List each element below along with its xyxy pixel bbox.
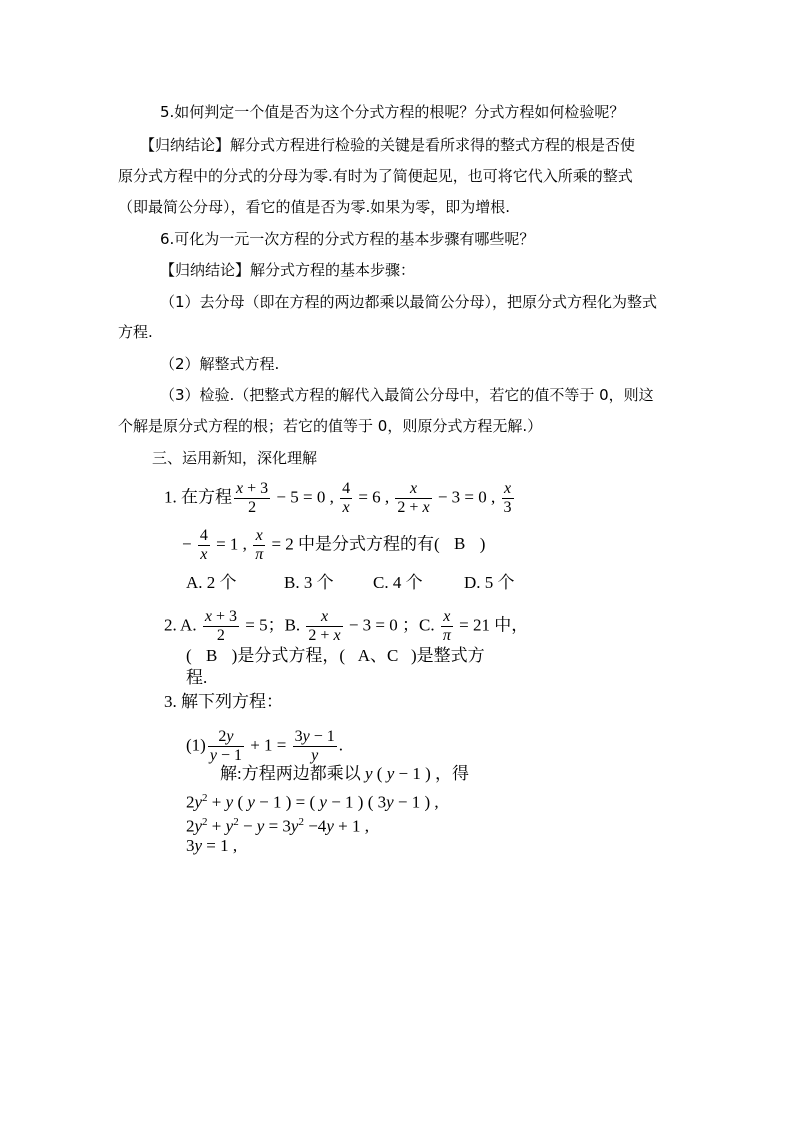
fraction: $\frac{4}{x}$ <box>342 480 351 516</box>
solution-step-2: $2y^2 + y^2 - y = 3y^2 -4y + 1$ , <box>186 816 369 836</box>
exercise-3-equation: (1) $\frac{2y}{y - 1}$ + 1 = $\frac{3y - 1}{y}$ . <box>186 728 344 764</box>
option-b: B. 3 个 <box>284 573 334 592</box>
fraction: $\frac{2y}{y - 1}$ <box>209 728 242 764</box>
fraction: $\frac{x}{2 + x}$ <box>308 608 341 644</box>
fraction: $\frac{3y - 1}{y}$ <box>294 728 335 764</box>
part-3-heading: 三、运用新知，深化理解 <box>152 449 318 467</box>
question-6: 6.可化为一元一次方程的分式方程的基本步骤有哪些呢？ <box>160 230 535 248</box>
conclusion-1-line-3: （即最简公分母），看它的值是否为零.如果为零，即为增根. <box>118 198 511 216</box>
label-c: ；C. <box>402 615 435 635</box>
fraction: $\frac{x}{2 + x}$ <box>397 480 430 516</box>
exercise-1-line-1: 1. 在方程 $\frac{x + 3}{2}$ − 5 = 0 , $\frac{4}{x}$ = 6 , $\frac{x}{2 + x}$ − 3 = 0 , $\frac{x}{3}$ <box>164 480 512 516</box>
conclusion-2: 【归纳结论】解分式方程的基本步骤： <box>160 261 416 279</box>
fraction: $\frac{x}{3}$ <box>503 480 512 516</box>
part-label: (1) <box>186 735 206 755</box>
exercise-1-prompt: 中是分式方程的有( <box>298 534 440 554</box>
fraction: $\frac{x + 3}{2}$ <box>236 480 269 516</box>
step-1-line-1: （1）去分母（即在方程的两边都乘以最简公分母），把原分式方程化为整式 <box>160 293 658 311</box>
conclusion-1-line-1: 【归纳结论】解分式方程进行检验的关键是看所求得的整式方程的根是否使 <box>140 136 636 154</box>
text: ，得 <box>435 764 469 783</box>
question-5: 5.如何判定一个值是否为这个分式方程的根呢？分式方程如何检验呢？ <box>160 103 625 121</box>
step-1-line-2: 方程. <box>118 323 153 341</box>
conclusion-1-line-2: 原分式方程中的分式的分母为零.有时为了简便起见，也可将它代入所乘的整式 <box>118 167 633 185</box>
solution-step-3: 3y = 1 , <box>186 836 238 855</box>
solution-intro: 解:方程两边都乘以 y ( y − 1 ) ，得 <box>220 764 469 783</box>
exercise-2-answer-2: A、C <box>357 646 399 665</box>
text: )是分式方程，( <box>231 646 345 665</box>
exercise-2-answer-1: B <box>206 646 218 665</box>
step-3-line-1: （3）检验.（把整式方程的解代入最简公分母中，若它的值不等于 0，则这 <box>160 386 654 404</box>
exercise-1-answer: B <box>454 534 466 554</box>
paren: ) <box>479 534 486 554</box>
fraction: $\frac{x + 3}{2}$ <box>204 608 237 644</box>
exercise-3-heading: 3. 解下列方程： <box>164 692 283 711</box>
exercise-2-label: 2. A. <box>164 615 197 635</box>
text: 解:方程两边都乘以 <box>220 764 361 783</box>
option-c: C. 4 个 <box>373 573 423 592</box>
option-a: A. 2 个 <box>186 573 237 592</box>
exercise-1-label: 1. 在方程 <box>164 487 232 507</box>
option-d: D. 5 个 <box>464 573 515 592</box>
fraction: $\frac{x}{\pi}$ <box>442 608 451 644</box>
exercise-1-line-2: − $\frac{4}{x}$ = 1 , $\frac{x}{\pi}$ = 2 中是分式方程的有( B ) <box>182 527 486 563</box>
exercise-1-options <box>186 573 515 593</box>
fraction: $\frac{x}{\pi}$ <box>255 527 264 563</box>
step-2: （2）解整式方程. <box>160 355 280 373</box>
solution-step-1: $2y^2 + y$ ( y − 1 ) = ( y − 1 ) ( 3y − 1 ) , <box>186 792 439 812</box>
fraction: $\frac{4}{x}$ <box>199 527 208 563</box>
step-3-line-2: 个解是原分式方程的根；若它的值等于 0，则原分式方程无解.） <box>118 417 543 435</box>
label-b: ；B. <box>267 615 301 635</box>
paren: ( <box>186 646 192 665</box>
exercise-2-line-1: 2. A. $\frac{x + 3}{2}$ = 5；B. $\frac{x}{2 + x}$ − 3 = 0 ；C. $\frac{x}{\pi}$ = 21 中， <box>164 608 529 644</box>
text: )是整式方 <box>411 646 485 665</box>
exercise-2-line-3: 程. <box>186 668 208 687</box>
text: 中， <box>494 615 529 635</box>
exercise-2-line-2 <box>186 646 485 666</box>
